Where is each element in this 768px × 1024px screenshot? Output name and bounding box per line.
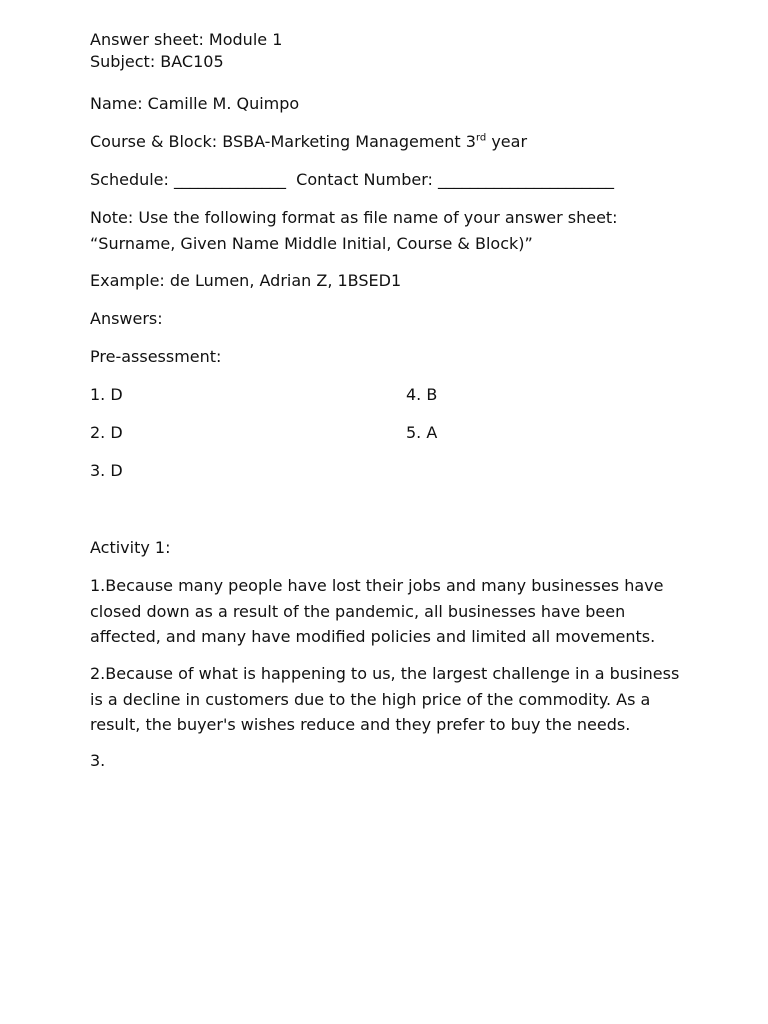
pre-assessment-answer-2: 2. D <box>90 423 123 442</box>
answer-sheet-title: Answer sheet: Module 1 <box>90 30 283 49</box>
course-block-line <box>90 131 527 153</box>
pre-assessment-answer-4: 4. B <box>406 385 438 404</box>
schedule-contact-line <box>90 169 614 191</box>
activity-1-answer-1: 1.Because many people have lost their jobs and many businesses have closed down as a result of the pandemic, all businesses have been affected, and many have modified policies and limited all movements. <box>90 576 664 646</box>
example-line: Example: de Lumen, Adrian Z, 1BSED1 <box>90 271 402 290</box>
subject-line: Subject: BAC105 <box>90 52 224 71</box>
answers-heading: Answers: <box>90 309 163 328</box>
pre-assessment-heading: Pre-assessment: <box>90 347 222 366</box>
contact-number-field: Contact Number: ______________________ <box>296 170 614 189</box>
course-block-ordinal: rd <box>475 132 487 144</box>
course-block-year: year <box>486 132 528 151</box>
pre-assessment-answer-3: 3. D <box>90 461 123 480</box>
note-format: “Surname, Given Name Middle Initial, Course & Block)” <box>90 234 533 253</box>
course-block-text: Course & Block: BSBA-Marketing Management 3 <box>90 132 476 151</box>
schedule-field: Schedule: ______________ <box>90 170 286 189</box>
activity-1-answer-2: 2.Because of what is happening to us, the largest challenge in a business is a decline in customers due to the high price of the commodity. As a result, the buyer's wishes reduce and they prefer to buy the needs. <box>90 664 680 734</box>
note-line: Note: Use the following format as file name of your answer sheet: <box>90 208 618 227</box>
activity-1-heading: Activity 1: <box>90 538 171 557</box>
student-name: Name: Camille M. Quimpo <box>90 94 300 113</box>
activity-1-answer-3: 3. <box>90 751 106 770</box>
pre-assessment-answer-5: 5. A <box>406 423 438 442</box>
pre-assessment-answer-1: 1. D <box>90 385 123 404</box>
